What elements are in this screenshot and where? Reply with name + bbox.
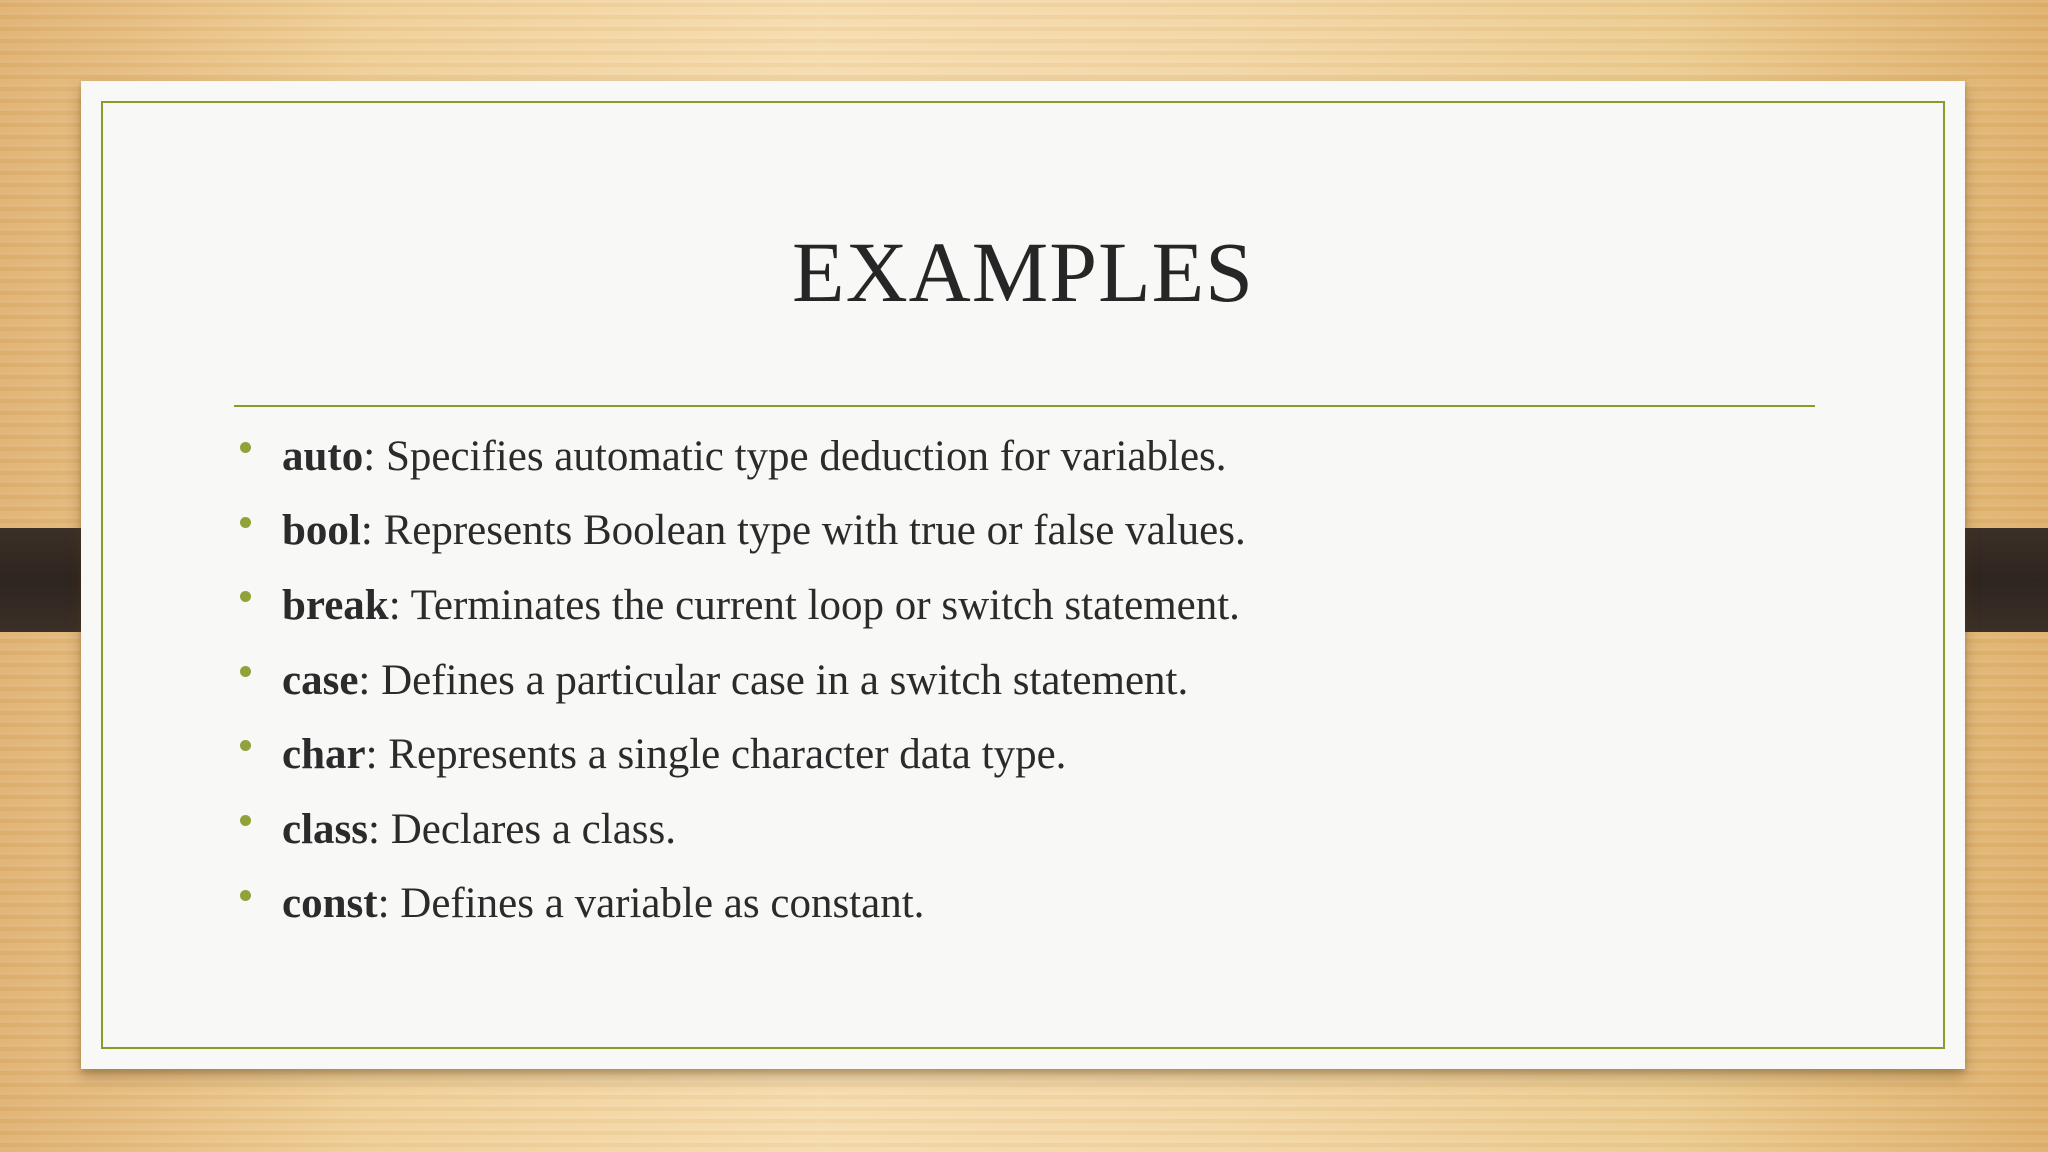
keyword-description: Represents a single character data type.: [388, 731, 1067, 779]
keyword: break: [282, 581, 389, 629]
separator: :: [368, 805, 391, 853]
separator: :: [360, 507, 384, 555]
bullet-icon: [240, 442, 251, 453]
keyword: class: [282, 805, 368, 853]
title-divider: [234, 405, 1815, 407]
separator: :: [358, 656, 382, 704]
keyword: char: [282, 731, 366, 779]
bullet-icon: [240, 815, 251, 826]
keyword-description: Declares a class.: [390, 805, 677, 853]
list-item: [231, 494, 1246, 569]
bullet-icon: [240, 591, 251, 602]
bullet-icon: [240, 740, 251, 751]
list-item: [231, 643, 1246, 718]
keyword-list: [231, 419, 1246, 941]
list-item: [231, 717, 1246, 792]
bullet-icon: [240, 890, 251, 901]
separator: :: [388, 581, 411, 629]
keyword: bool: [282, 507, 361, 555]
keyword-description: Specifies automatic type deduction for variables.: [385, 432, 1227, 480]
list-item: [231, 792, 1246, 867]
separator: :: [365, 731, 389, 779]
keyword-description: Represents Boolean type with true or false values.: [383, 507, 1246, 555]
bullet-icon: [240, 517, 251, 528]
slide-paper: [81, 81, 1965, 1069]
keyword: const: [282, 880, 378, 928]
list-item: [231, 419, 1246, 494]
keyword: auto: [282, 432, 364, 480]
keyword: case: [282, 656, 359, 704]
keyword-description: Defines a variable as constant.: [400, 880, 925, 928]
separator: :: [377, 880, 401, 928]
keyword-description: Defines a particular case in a switch statement.: [381, 656, 1189, 704]
list-item: [231, 568, 1246, 643]
list-item: [231, 867, 1246, 942]
separator: :: [363, 432, 386, 480]
bullet-icon: [240, 666, 251, 677]
keyword-description: Terminates the current loop or switch statement.: [410, 581, 1240, 629]
slide-title: EXAMPLES: [792, 224, 1254, 320]
